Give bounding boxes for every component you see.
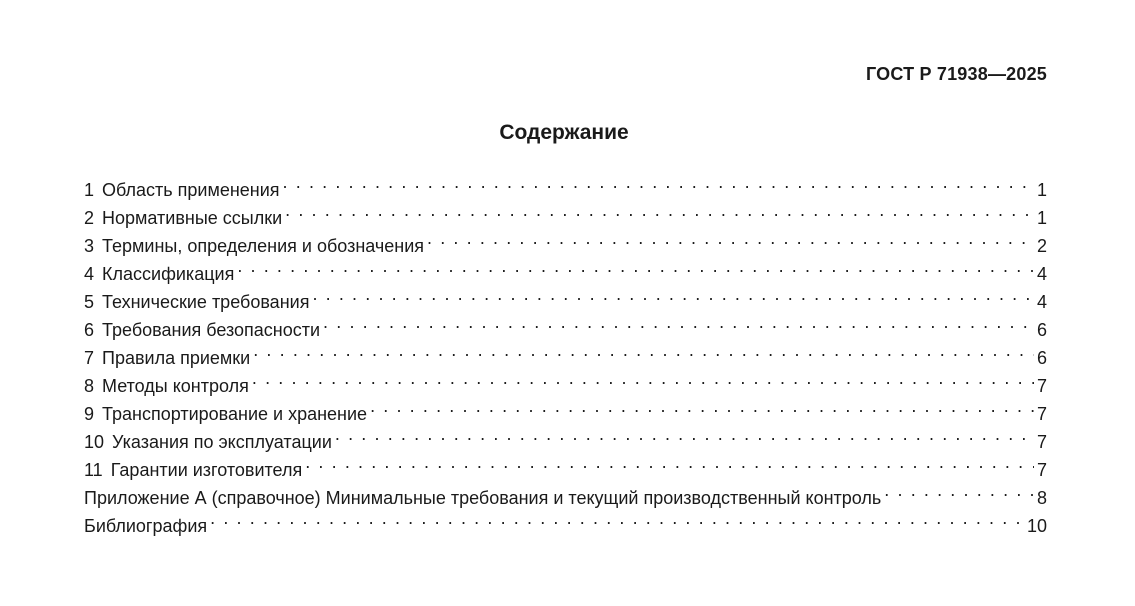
toc-entry-number: 8 [84,376,95,396]
toc-dot-leader [210,504,1024,532]
toc-entry-label [84,372,249,400]
toc-entry-label [84,512,207,540]
toc-entry-number: 10 [84,432,105,452]
toc-dot-leader [312,280,1034,308]
toc-entry-text: Технические требования [102,292,310,312]
toc-entry-page-number: 7 [1036,376,1047,396]
toc-entry-page-number: 1 [1036,208,1047,228]
toc-entry[interactable] [84,168,1047,200]
toc-entry-page-number: 6 [1036,320,1047,340]
toc-entry-text: Область применения [102,180,280,200]
toc-entry-number: 9 [84,404,95,424]
toc-entry-page-number: 6 [1036,348,1047,368]
toc-entry-number: 2 [84,208,95,228]
table-of-contents [84,168,1047,536]
toc-dot-leader [283,168,1034,196]
toc-entry-text: Требования безопасности [102,320,321,340]
toc-entry-text: Термины, определения и обозначения [102,236,425,256]
toc-dot-leader [370,392,1034,420]
toc-entry-number: 6 [84,320,95,340]
toc-entry-text: Указания по эксплуатации [112,432,332,452]
toc-entry-text: Классификация [102,264,235,284]
toc-dot-leader [252,364,1034,392]
toc-entry-page-number: 7 [1036,460,1047,480]
toc-entry-number: 11 [84,460,103,480]
toc-dot-leader [237,252,1034,280]
toc-entry-label [84,260,234,288]
toc-title: Содержание [499,121,629,144]
toc-entry-page-number: 4 [1036,264,1047,284]
toc-dot-leader [323,308,1034,336]
toc-entry-page-number: 8 [1036,488,1047,508]
toc-entry-page-number: 7 [1036,432,1047,452]
toc-dot-leader [285,196,1034,224]
toc-entry-label [84,176,280,204]
toc-dot-leader [427,224,1034,252]
toc-dot-leader [305,448,1034,476]
toc-entry-number: 5 [84,292,95,312]
toc-entry-number: 1 [84,180,95,200]
toc-entry-text: Методы контроля [102,376,249,396]
toc-entry-text: Правила приемки [102,348,251,368]
toc-entry-page-number: 1 [1036,180,1047,200]
toc-entry-label [84,400,367,428]
toc-dot-leader [335,420,1034,448]
toc-entry-page-number: 4 [1036,292,1047,312]
toc-entry-label [84,288,309,316]
toc-entry-label [84,428,332,456]
toc-entry-number: 4 [84,264,95,284]
toc-entry-text: Нормативные ссылки [102,208,283,228]
toc-entry-page-number: 7 [1036,404,1047,424]
toc-entry-number: 7 [84,348,95,368]
toc-entry-text: Приложение А (справочное) Минимальные требования и текущий производственный контроль [84,488,882,508]
toc-entry-number: 3 [84,236,95,256]
toc-entry-text: Гарантии изготовителя [110,460,303,480]
toc-entry-label [84,456,302,484]
toc-entry-page-number: 2 [1036,236,1047,256]
toc-entry-text: Транспортирование и хранение [102,404,368,424]
toc-dot-leader [253,336,1034,364]
toc-entry-label [84,204,282,232]
document-code: ГОСТ Р 71938—2025 [865,64,1047,84]
toc-entry-text: Библиография [84,516,208,536]
toc-dot-leader [884,476,1034,504]
toc-entry-page-number: 10 [1026,516,1047,536]
toc-entry[interactable] [84,504,1047,536]
toc-entry-label [84,344,250,372]
